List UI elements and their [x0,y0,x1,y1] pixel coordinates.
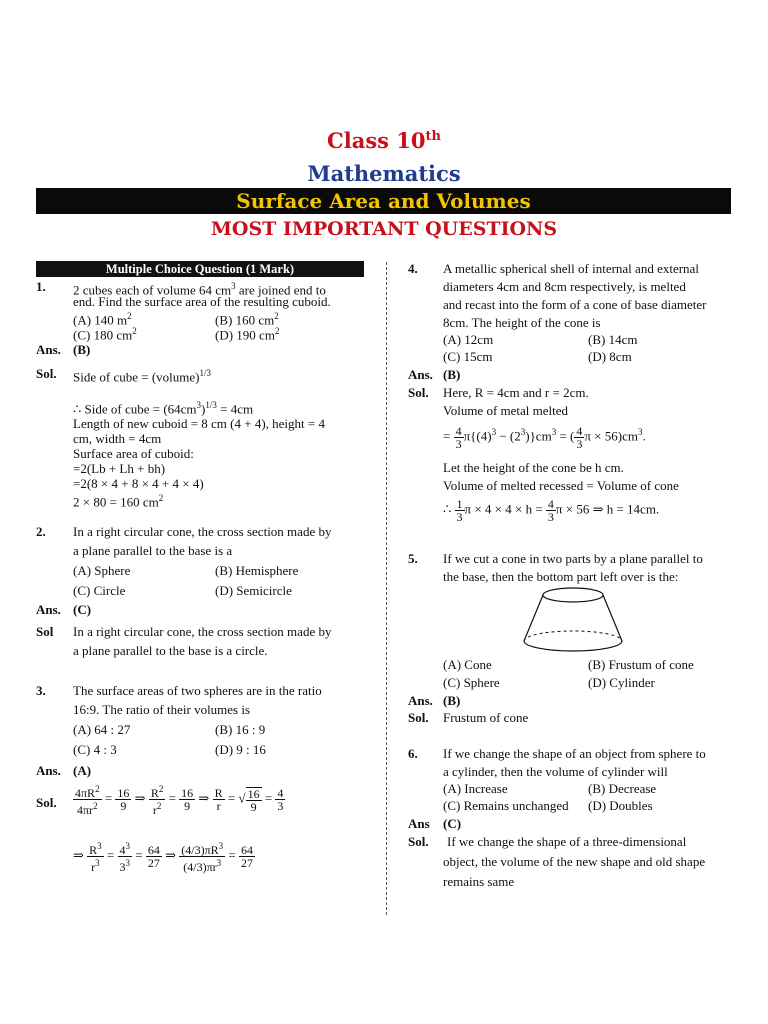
solution-text: Here, R = 4cm and r = 2cm. [443,385,589,400]
solution-text: remains same [443,874,515,889]
option-c: (C) Circle [73,583,126,598]
question-text: In a right circular cone, the cross section made by [73,524,332,539]
question-number: 5. [408,551,418,566]
option-b: (B) 14cm [588,332,638,347]
solution-text: a plane parallel to the base is a circle. [73,643,268,658]
option-b: (B) 160 $cm^2$ [215,311,279,328]
solution-text: Surface area of cuboid: [73,446,194,461]
subject-title: Mathematics [307,161,461,186]
answer-value: (A) [73,763,92,778]
section-heading: Multiple Choice Question (1 Mark) [36,261,364,277]
option-a: (A) 64 : 27 [73,722,131,737]
option-d: (D) Doubles [588,798,653,813]
option-a: (A) Sphere [73,563,131,578]
column-divider [386,262,387,915]
question-text: A metallic spherical shell of internal and external [443,261,699,276]
question-number: 1. [36,279,46,294]
option-d: (D) 9 : 16 [215,742,266,757]
solution-text: Volume of metal melted [443,403,569,418]
solution-text: Volume of melted recessed = Volume of cone [443,478,679,493]
solution-text: 2 × 80 = 160 $cm^2$ [73,493,164,510]
frustum-figure [518,585,628,653]
option-c: (C) 4 : 3 [73,742,117,757]
option-d: (D) 8cm [588,349,632,364]
solution-text: Frustum of cone [443,710,529,725]
option-b: (B) Decrease [588,781,657,796]
option-a: (A) Cone [443,657,492,672]
answer-value: (B) [443,693,461,708]
solution-text: If we change the shape of a three-dimensional [447,834,687,849]
option-a: (A) 140 $m^2$ [73,311,132,328]
question-number: 2. [36,524,46,539]
class-title: Class 10th [327,128,441,153]
option-c: (C) 180 $cm^2$ [73,326,137,343]
option-b: (B) Frustum of cone [588,657,694,672]
option-d: (D) 190 $cm^2$ [215,326,280,343]
solution-label: Sol. [408,834,429,849]
solution-text: object, the volume of the new shape and old shape [443,854,706,869]
question-number: 6. [408,746,418,761]
answer-label: Ans. [36,602,61,617]
answer-label: Ans. [408,693,433,708]
option-c: (C) Sphere [443,675,500,690]
option-b: (B) Hemisphere [215,563,299,578]
question-text: end. Find the surface area of the resulting cuboid. [73,294,331,309]
solution-formula: $\frac{4\pi R^2}{4\pi r^2}$ = $\frac{16}{9}$ ⇒ $\frac{R^2}{r^2}$ = $\frac{16}{9}$ ⇒ $\frac{R}{r}$ = √ $\frac{16}{9}$ = $\frac{4}{3}$ [75,784,284,817]
solution-label: Sol. [408,385,429,400]
solution-text: cm, width = 4cm [73,431,162,446]
answer-label: Ans. [36,763,61,778]
question-text: diameters 4cm and 8cm respectively, is melted [443,279,686,294]
question-text: The surface areas of two spheres are in the ratio [73,683,322,698]
question-number: 4. [408,261,418,276]
solution-label: Sol. [408,710,429,725]
question-text: the base, then the bottom part left over is the: [443,569,679,584]
answer-value: (B) [73,342,91,357]
option-a: (A) Increase [443,781,508,796]
subtitle: MOST IMPORTANT QUESTIONS [210,218,558,240]
solution-text: In a right circular cone, the cross section made by [73,624,332,639]
solution-label: Sol. [36,366,57,381]
answer-label: Ans [408,816,430,831]
question-text: 2 cubes each of volume 64 $cm^3$ are joined end to [73,281,326,298]
option-c: (C) Remains unchanged [443,798,569,813]
solution-formula: ∴ $\frac{1}{3}$ π × 4 × 4 × h = $\frac{4}{3}$ π × 56 ⇒ h = 14cm. [443,497,660,524]
question-text: If we cut a cone in two parts by a plane parallel to [443,551,703,566]
option-d: (D) Semicircle [215,583,292,598]
option-b: (B) 16 : 9 [215,722,266,737]
solution-label: Sol. [36,795,57,810]
answer-label: Ans. [408,367,433,382]
answer-value: (C) [443,816,462,831]
solution-text: =2(Lb + Lh + bh) [73,461,166,476]
question-text: and recast into the form of a cone of base diameter [443,297,707,312]
question-text: a cylinder, then the volume of cylinder will [443,764,668,779]
option-d: (D) Cylinder [588,675,655,690]
solution-text: ∴ Side of cube = $(64cm^3)^{1/3} = 4cm$ [73,400,254,417]
question-text: 16:9. The ratio of their volumes is [73,702,251,717]
question-text: If we change the shape of an object from sphere to [443,746,706,761]
question-number: 3. [36,683,46,698]
solution-formula: = $\frac{4}{3}$ $\pi\{(4)^3 - (2^3)\}cm^3$ = ( $\frac{4}{3}$ $\pi \times 56)cm^3$. [443,424,646,451]
question-text: a plane parallel to the base is a [73,543,233,558]
answer-value: (C) [73,602,92,617]
option-a: (A) 12cm [443,332,494,347]
solution-text: Length of new cuboid = 8 cm (4 + 4), height = 4 [73,416,325,431]
solution-text: Side of cube = (volume)$^{1/3}$ [73,368,211,385]
answer-value: (B) [443,367,461,382]
answer-label: Ans. [36,342,61,357]
solution-text: Let the height of the cone be h cm. [443,460,624,475]
solution-text: =2(8 × 4 + 8 × 4 + 4 × 4) [73,476,204,491]
solution-label: Sol [36,624,54,639]
option-c: (C) 15cm [443,349,493,364]
chapter-title-bar: Surface Area and Volumes [36,188,731,214]
solution-formula: ⇒ $\frac{R^3}{r^3}$ = $\frac{4^3}{3^3}$ = $\frac{64}{27}$ ⇒ $\frac{(4/3)\pi R^3}{(4/3)\pi r^3}$ = $\frac{64}{27}$ [73,841,253,874]
question-text: 8cm. The height of the cone is [443,315,601,330]
